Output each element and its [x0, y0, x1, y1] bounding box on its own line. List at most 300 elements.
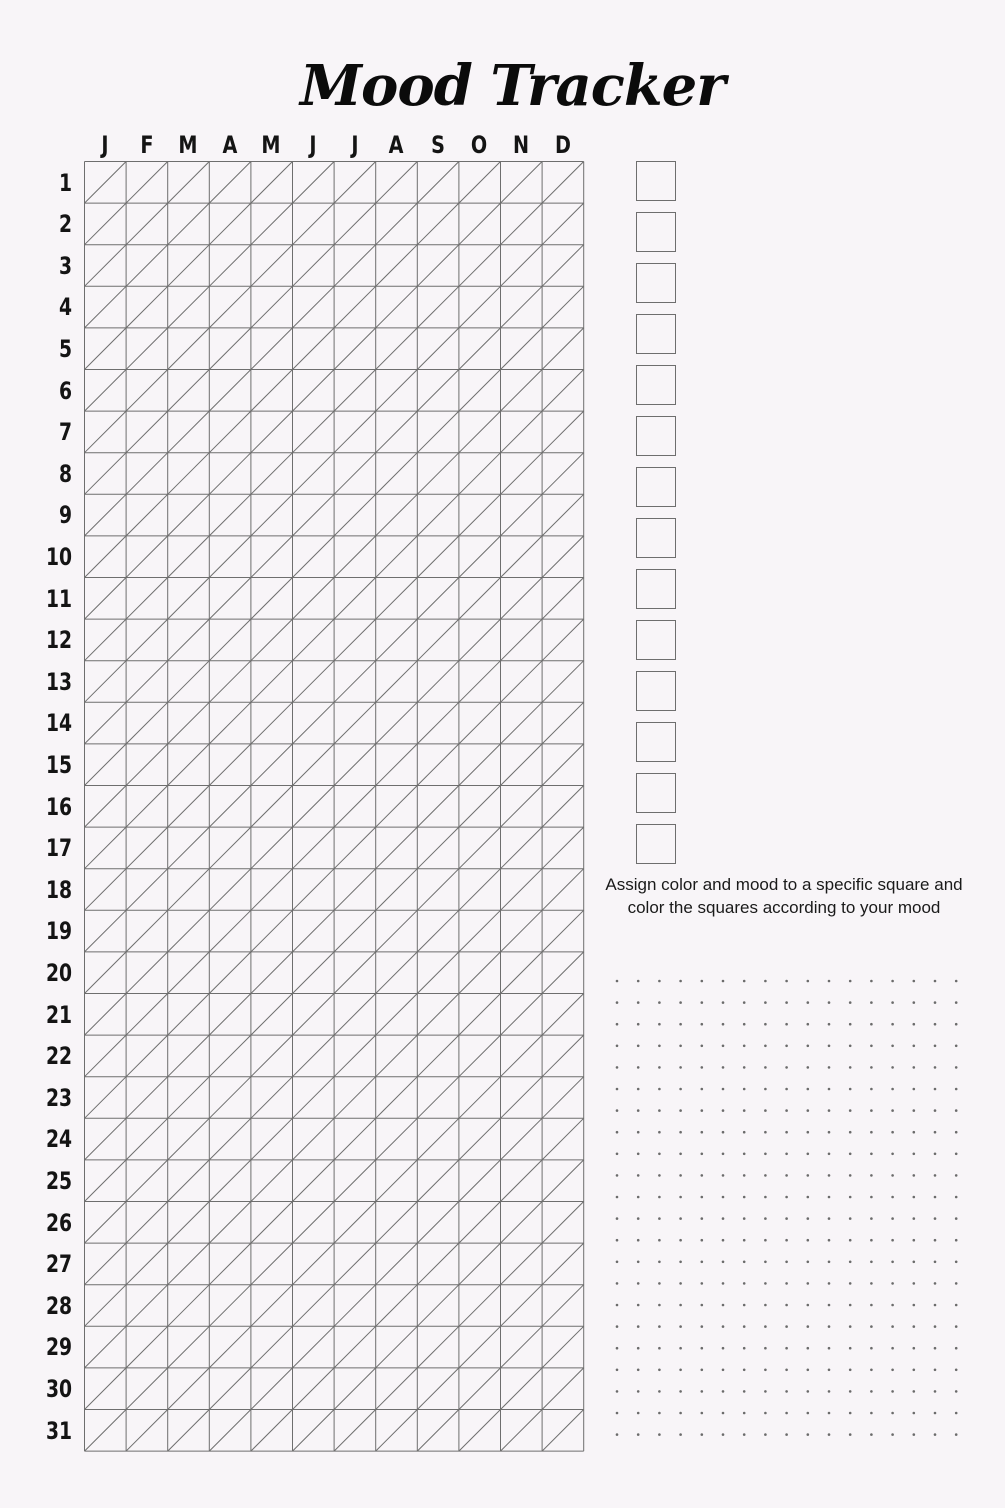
- note-dot: [679, 1325, 682, 1328]
- month-label: N: [512, 131, 530, 159]
- note-dot: [870, 1174, 873, 1177]
- note-dot: [637, 1045, 640, 1048]
- note-dot: [658, 1066, 661, 1069]
- day-label: 9: [58, 501, 72, 530]
- note-dot: [616, 1066, 619, 1069]
- note-dot: [637, 1088, 640, 1091]
- note-dot: [658, 1131, 661, 1134]
- note-dot: [807, 1174, 810, 1177]
- note-dot: [913, 1304, 916, 1307]
- note-dot: [658, 1390, 661, 1393]
- note-dot: [679, 1239, 682, 1242]
- note-dot: [828, 1433, 831, 1436]
- note-dot: [679, 1412, 682, 1415]
- note-dot: [849, 1088, 852, 1091]
- note-dot: [955, 1304, 958, 1307]
- note-dot: [764, 1433, 767, 1436]
- note-dot: [934, 1196, 937, 1199]
- note-dot: [828, 1369, 831, 1372]
- note-dot: [701, 1239, 704, 1242]
- note-dot: [849, 1433, 852, 1436]
- note-dot: [616, 1196, 619, 1199]
- note-dot: [870, 1196, 873, 1199]
- note-dot: [785, 1217, 788, 1220]
- note-dot: [870, 1023, 873, 1026]
- day-label: 30: [45, 1374, 72, 1403]
- note-dot: [913, 1369, 916, 1372]
- note-dot: [891, 1304, 894, 1307]
- note-dot: [658, 1347, 661, 1350]
- note-dot: [701, 1174, 704, 1177]
- note-dot: [870, 1131, 873, 1134]
- note-dot: [637, 1325, 640, 1328]
- note-dot: [679, 1001, 682, 1004]
- note-dot: [743, 1369, 746, 1372]
- day-label: 12: [45, 626, 72, 655]
- note-dot: [955, 1001, 958, 1004]
- day-label: 4: [58, 293, 72, 322]
- note-dot: [785, 1088, 788, 1091]
- note-dot: [764, 1088, 767, 1091]
- note-dot: [849, 980, 852, 983]
- note-dot: [764, 1325, 767, 1328]
- note-dot: [807, 1304, 810, 1307]
- note-dot: [891, 1261, 894, 1264]
- note-dot: [743, 980, 746, 983]
- note-dot: [616, 1412, 619, 1415]
- note-dot: [870, 1153, 873, 1156]
- note-dot: [955, 1088, 958, 1091]
- note-dot: [913, 1174, 916, 1177]
- note-dot: [913, 1196, 916, 1199]
- note-dot: [722, 1325, 725, 1328]
- note-dot: [722, 1347, 725, 1350]
- note-dot: [743, 1412, 746, 1415]
- note-dot: [722, 980, 725, 983]
- note-dot: [701, 1066, 704, 1069]
- note-dot: [891, 1412, 894, 1415]
- instructions-text: Assign color and mood to a specific square and color the squares according to your mood: [605, 875, 963, 917]
- note-dot: [891, 1153, 894, 1156]
- note-dot: [637, 1217, 640, 1220]
- note-dot: [701, 1196, 704, 1199]
- note-dot: [807, 1217, 810, 1220]
- note-dot: [701, 1131, 704, 1134]
- note-dot: [955, 1174, 958, 1177]
- note-dot: [785, 1109, 788, 1112]
- note-dot: [743, 1433, 746, 1436]
- note-dot: [870, 1390, 873, 1393]
- note-dot: [828, 1109, 831, 1112]
- day-label: 1: [58, 168, 72, 197]
- note-dot: [616, 1325, 619, 1328]
- note-dot: [722, 1304, 725, 1307]
- note-dot: [701, 1045, 704, 1048]
- note-dot: [849, 1023, 852, 1026]
- note-dot: [679, 1131, 682, 1134]
- note-dot: [722, 1174, 725, 1177]
- note-dot: [891, 1109, 894, 1112]
- note-dot: [701, 1347, 704, 1350]
- note-dot: [722, 1282, 725, 1285]
- note-dot: [743, 1066, 746, 1069]
- note-dot: [616, 1261, 619, 1264]
- day-label: 15: [45, 750, 72, 779]
- note-dot: [934, 1282, 937, 1285]
- note-dot: [785, 1412, 788, 1415]
- note-dot: [870, 1066, 873, 1069]
- note-dot: [743, 1390, 746, 1393]
- note-dot: [679, 1023, 682, 1026]
- note-dot: [934, 1001, 937, 1004]
- note-dot: [828, 1088, 831, 1091]
- note-dot: [679, 1347, 682, 1350]
- note-dot: [658, 1217, 661, 1220]
- note-dot: [658, 1196, 661, 1199]
- note-dot: [701, 1282, 704, 1285]
- note-dot: [701, 1304, 704, 1307]
- note-dot: [955, 1412, 958, 1415]
- page-title: Mood Tracker: [300, 53, 725, 119]
- note-dot: [785, 1304, 788, 1307]
- note-dot: [743, 1325, 746, 1328]
- note-dot: [870, 1304, 873, 1307]
- note-dot: [955, 1369, 958, 1372]
- note-dot: [934, 1239, 937, 1242]
- note-dot: [743, 1347, 746, 1350]
- note-dot: [934, 1023, 937, 1026]
- note-dot: [807, 1261, 810, 1264]
- note-dot: [722, 1369, 725, 1372]
- note-dot: [891, 1433, 894, 1436]
- note-dot: [722, 1023, 725, 1026]
- note-dot: [934, 1174, 937, 1177]
- note-dot: [849, 1347, 852, 1350]
- note-dot: [913, 1390, 916, 1393]
- note-dot: [679, 1045, 682, 1048]
- day-label: 18: [45, 875, 72, 904]
- note-dot: [849, 1174, 852, 1177]
- note-dot: [870, 1369, 873, 1372]
- note-dot: [955, 1109, 958, 1112]
- note-dot: [743, 1261, 746, 1264]
- note-dot: [637, 1153, 640, 1156]
- note-dot: [891, 1196, 894, 1199]
- note-dot: [913, 1066, 916, 1069]
- note-dot: [658, 1153, 661, 1156]
- note-dot: [722, 1001, 725, 1004]
- note-dot: [870, 1239, 873, 1242]
- note-dot: [934, 1412, 937, 1415]
- note-dot: [955, 1196, 958, 1199]
- note-dot: [743, 1239, 746, 1242]
- note-dot: [891, 1325, 894, 1328]
- note-dot: [807, 1088, 810, 1091]
- note-dot: [701, 1109, 704, 1112]
- note-dot: [637, 1196, 640, 1199]
- note-dot: [955, 1023, 958, 1026]
- note-dot: [637, 1066, 640, 1069]
- month-label: M: [261, 131, 281, 159]
- note-dot: [934, 1369, 937, 1372]
- note-dot: [679, 1109, 682, 1112]
- note-dot: [785, 1131, 788, 1134]
- note-dot: [658, 1282, 661, 1285]
- note-dot: [913, 1088, 916, 1091]
- note-dot: [913, 1153, 916, 1156]
- note-dot: [934, 1153, 937, 1156]
- note-dot: [679, 1217, 682, 1220]
- note-dot: [701, 1023, 704, 1026]
- note-dot: [679, 1196, 682, 1199]
- note-dot: [955, 1325, 958, 1328]
- note-dot: [955, 1347, 958, 1350]
- note-dot: [679, 1433, 682, 1436]
- day-label: 31: [45, 1416, 72, 1445]
- note-dot: [637, 1261, 640, 1264]
- note-dot: [701, 1390, 704, 1393]
- note-dot: [870, 1325, 873, 1328]
- note-dot: [891, 1066, 894, 1069]
- note-dot: [679, 1390, 682, 1393]
- day-label: 11: [45, 584, 72, 613]
- note-dot: [807, 1153, 810, 1156]
- note-dot: [849, 1261, 852, 1264]
- note-dot: [891, 1282, 894, 1285]
- note-dot: [828, 1304, 831, 1307]
- note-dot: [934, 1088, 937, 1091]
- note-dot: [828, 1217, 831, 1220]
- note-dot: [807, 1325, 810, 1328]
- note-dot: [849, 1109, 852, 1112]
- month-label: M: [178, 131, 198, 159]
- note-dot: [849, 1369, 852, 1372]
- note-dot: [807, 1282, 810, 1285]
- month-label: F: [140, 131, 154, 159]
- note-dot: [934, 1109, 937, 1112]
- note-dot: [722, 1433, 725, 1436]
- note-dot: [764, 1045, 767, 1048]
- note-dot: [870, 980, 873, 983]
- note-dot: [891, 1239, 894, 1242]
- note-dot: [891, 1131, 894, 1134]
- note-dot: [616, 1433, 619, 1436]
- day-label: 26: [45, 1208, 72, 1237]
- note-dot: [934, 1347, 937, 1350]
- note-dot: [722, 1390, 725, 1393]
- note-dot: [807, 1347, 810, 1350]
- note-dot: [828, 1153, 831, 1156]
- note-dot: [913, 980, 916, 983]
- note-dot: [870, 1217, 873, 1220]
- note-dot: [891, 1347, 894, 1350]
- note-dot: [891, 980, 894, 983]
- note-dot: [849, 1066, 852, 1069]
- note-dot: [891, 1088, 894, 1091]
- note-dot: [658, 1412, 661, 1415]
- note-dot: [658, 1001, 661, 1004]
- note-dot: [701, 1088, 704, 1091]
- note-dot: [828, 1023, 831, 1026]
- note-dot: [828, 1001, 831, 1004]
- note-dot: [722, 1109, 725, 1112]
- day-label: 5: [58, 334, 72, 363]
- note-dot: [870, 1088, 873, 1091]
- note-dot: [955, 1433, 958, 1436]
- day-label: 3: [58, 251, 72, 280]
- note-dot: [955, 1153, 958, 1156]
- note-dot: [616, 1174, 619, 1177]
- note-dot: [616, 1001, 619, 1004]
- note-dot: [658, 980, 661, 983]
- note-dot: [913, 1433, 916, 1436]
- note-dot: [849, 1304, 852, 1307]
- note-dot: [785, 1174, 788, 1177]
- note-dot: [870, 1045, 873, 1048]
- note-dot: [785, 1390, 788, 1393]
- note-dot: [764, 1390, 767, 1393]
- month-label: D: [554, 131, 571, 159]
- note-dot: [701, 1261, 704, 1264]
- note-dot: [658, 1239, 661, 1242]
- note-dot: [849, 1217, 852, 1220]
- note-dot: [637, 1174, 640, 1177]
- note-dot: [616, 980, 619, 983]
- note-dot: [785, 980, 788, 983]
- note-dot: [743, 1001, 746, 1004]
- note-dot: [785, 1433, 788, 1436]
- note-dot: [870, 1001, 873, 1004]
- day-label: 16: [45, 792, 72, 821]
- note-dot: [785, 1369, 788, 1372]
- note-dot: [743, 1109, 746, 1112]
- note-dot: [955, 1217, 958, 1220]
- note-dot: [701, 1412, 704, 1415]
- note-dot: [701, 1217, 704, 1220]
- note-dot: [785, 1066, 788, 1069]
- month-label: S: [430, 131, 445, 159]
- note-dot: [722, 1239, 725, 1242]
- note-dot: [637, 1347, 640, 1350]
- note-dot: [658, 1304, 661, 1307]
- note-dot: [807, 1109, 810, 1112]
- note-dot: [891, 1023, 894, 1026]
- note-dot: [637, 980, 640, 983]
- note-dot: [658, 1023, 661, 1026]
- note-dot: [764, 1174, 767, 1177]
- note-dot: [764, 1066, 767, 1069]
- note-dot: [764, 1109, 767, 1112]
- note-dot: [722, 1217, 725, 1220]
- note-dot: [637, 1433, 640, 1436]
- note-dot: [913, 1217, 916, 1220]
- note-dot: [616, 1153, 619, 1156]
- note-dot: [616, 1045, 619, 1048]
- note-dot: [616, 1347, 619, 1350]
- note-dot: [913, 1001, 916, 1004]
- day-label: 10: [45, 542, 72, 571]
- day-label: 20: [45, 958, 72, 987]
- note-dot: [743, 1131, 746, 1134]
- day-label: 17: [45, 834, 72, 863]
- note-dot: [616, 1304, 619, 1307]
- note-dot: [934, 1131, 937, 1134]
- note-dot: [870, 1109, 873, 1112]
- note-dot: [764, 1261, 767, 1264]
- note-dot: [637, 1131, 640, 1134]
- note-dot: [934, 1433, 937, 1436]
- note-dot: [849, 1390, 852, 1393]
- note-dot: [828, 1131, 831, 1134]
- note-dot: [934, 1066, 937, 1069]
- note-dot: [807, 1390, 810, 1393]
- month-label: J: [351, 131, 359, 159]
- note-dot: [807, 1369, 810, 1372]
- note-dot: [913, 1045, 916, 1048]
- note-dot: [785, 1196, 788, 1199]
- note-dot: [637, 1412, 640, 1415]
- note-dot: [658, 1261, 661, 1264]
- note-dot: [870, 1261, 873, 1264]
- note-dot: [807, 1239, 810, 1242]
- note-dot: [679, 1261, 682, 1264]
- note-dot: [679, 1066, 682, 1069]
- day-label: 14: [45, 709, 72, 738]
- note-dot: [764, 1304, 767, 1307]
- note-dot: [764, 1001, 767, 1004]
- note-dot: [764, 1239, 767, 1242]
- note-dot: [701, 1433, 704, 1436]
- note-dot: [955, 1282, 958, 1285]
- note-dot: [722, 1153, 725, 1156]
- note-dot: [807, 980, 810, 983]
- note-dot: [616, 1131, 619, 1134]
- note-dot: [828, 1174, 831, 1177]
- note-dot: [849, 1131, 852, 1134]
- note-dot: [743, 1174, 746, 1177]
- note-dot: [913, 1023, 916, 1026]
- note-dot: [679, 980, 682, 983]
- note-dot: [785, 1023, 788, 1026]
- note-dot: [658, 1369, 661, 1372]
- note-dot: [722, 1131, 725, 1134]
- day-label: 13: [45, 667, 72, 696]
- note-dot: [658, 1325, 661, 1328]
- note-dot: [913, 1261, 916, 1264]
- note-dot: [722, 1066, 725, 1069]
- note-dot: [955, 1045, 958, 1048]
- note-dot: [743, 1153, 746, 1156]
- note-dot: [616, 1023, 619, 1026]
- note-dot: [828, 1347, 831, 1350]
- note-dot: [764, 1131, 767, 1134]
- day-label: 7: [58, 418, 72, 447]
- note-dot: [955, 1239, 958, 1242]
- note-dot: [616, 1390, 619, 1393]
- note-dot: [870, 1433, 873, 1436]
- note-dot: [828, 1239, 831, 1242]
- note-dot: [764, 1369, 767, 1372]
- note-dot: [828, 1196, 831, 1199]
- note-dot: [849, 1196, 852, 1199]
- note-dot: [828, 1261, 831, 1264]
- note-dot: [658, 1045, 661, 1048]
- note-dot: [807, 1023, 810, 1026]
- note-dot: [785, 1325, 788, 1328]
- note-dot: [743, 1045, 746, 1048]
- note-dot: [891, 1174, 894, 1177]
- note-dot: [764, 1412, 767, 1415]
